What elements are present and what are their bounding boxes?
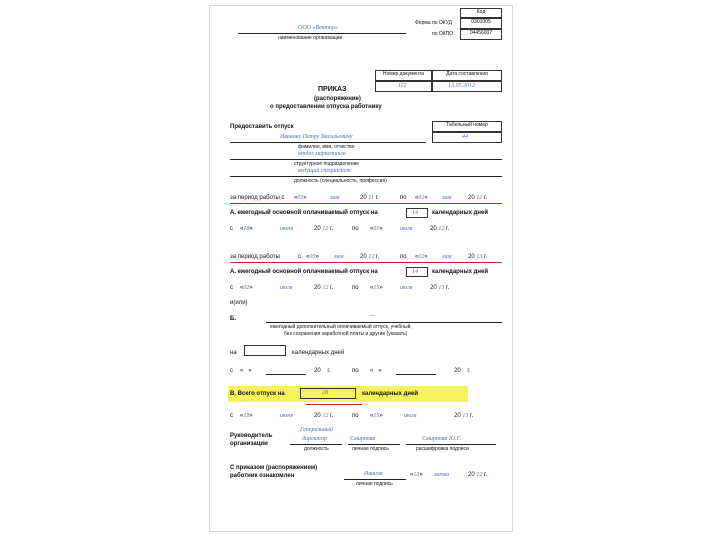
period2-from-year: 20 12 г. (360, 254, 380, 260)
period1-red-underline (230, 203, 502, 204)
employee-name-caption: фамилия, имя, отчество (298, 144, 355, 150)
doc-date: 13.05.2012 (448, 83, 475, 89)
period2-to-year: 20 13 г. (468, 254, 488, 260)
okpo-code-cell: 04456007 (460, 29, 502, 40)
period2-s-year: 20 12 г. (314, 285, 334, 291)
head-caption-sign: личная подпись (352, 446, 389, 452)
ack-caption-sign: личная подпись (356, 481, 393, 487)
period2-days: 14 (412, 269, 418, 275)
order-form-page (209, 5, 513, 532)
period1-s: с (230, 226, 233, 232)
period2-to: «02» (415, 254, 428, 260)
period2-po2: по (352, 285, 359, 291)
section-v-days-label: календарных дней (362, 391, 419, 397)
head-signature: Смирнова (350, 436, 376, 442)
position: ведущий специалист (298, 168, 351, 174)
grant-leave-label: Предоставить отпуск (230, 124, 294, 130)
period2-s: с (298, 254, 301, 260)
section-b-caption1: ежегодный дополнительный оплачиваемый отпуск, учебный, (270, 324, 412, 330)
section-b-to: « » (370, 368, 382, 374)
section-b-to-year: 20 г. (454, 368, 471, 374)
ack-year: 20 12 г. (468, 472, 488, 478)
period2-s2: с (230, 285, 233, 291)
position-caption: должность (специальность, профессия) (294, 178, 387, 184)
period2-label: за период работы (230, 254, 280, 260)
section-b-days-label: календарных дней (292, 350, 345, 356)
period2-po-day: «15» (370, 285, 383, 291)
period2-po-year: 20 13 г. (430, 285, 450, 291)
period1-po2: по (352, 226, 359, 232)
section-b-from-year: 20 г. (314, 368, 331, 374)
doc-number: 112 (398, 83, 407, 89)
head-label-1: Руководитель (230, 433, 273, 439)
period1-po-day: «01» (370, 226, 383, 232)
head-sign-line (348, 444, 400, 445)
period1-to-month: мая (442, 195, 452, 201)
section-b-po: по (352, 368, 359, 374)
period2-s-month: июля (280, 285, 293, 291)
period1-s-month: июня (280, 226, 293, 232)
section-b-na: на (230, 350, 237, 356)
period1-s-day: «18» (240, 226, 253, 232)
period1-po: по (400, 195, 407, 201)
period2-po: по (400, 254, 407, 260)
section-v-po-month: июля (404, 413, 417, 419)
period2-po-month: июля (400, 285, 413, 291)
ack-label-2: работник ознакомлен (230, 473, 295, 479)
org-name-line (238, 33, 406, 34)
period2-s-day: «02» (240, 285, 253, 291)
title-order: ПРИКАЗ (318, 86, 347, 93)
section-b-ili: и(или) (230, 300, 248, 306)
period2-from: «03» (306, 254, 319, 260)
okud-label: Форма по ОКУД (415, 20, 453, 26)
section-v-po: по (352, 413, 359, 419)
section-b-from: « » (240, 368, 252, 374)
code-header-cell: Код (460, 8, 502, 18)
title-subject: о предоставлении отпуска работнику (270, 104, 382, 110)
doc-date-header: Дата составления (432, 70, 502, 81)
head-label-2: организации (230, 441, 268, 447)
head-name-line (406, 444, 496, 445)
section-v-days-box (300, 388, 356, 399)
section-v-s-year: 20 12 г. (314, 413, 334, 419)
section-b-s: с (230, 368, 233, 374)
section-v-days: 28 (322, 390, 328, 396)
period2-to-month: мая (442, 254, 452, 260)
ack-month: мачка (434, 472, 450, 478)
period1-from-year: 20 11 г. (360, 195, 379, 201)
tab-number-header: Табельный номер (432, 121, 502, 132)
section-b-caption2: без сохранения заработной платы и другие (указать) (284, 331, 408, 337)
section-v-s: с (230, 413, 233, 419)
period1-to-year: 20 12 г. (468, 195, 488, 201)
section-b-from-month-line (266, 374, 306, 375)
head-caption-name: расшифровка подписи (416, 446, 469, 452)
title-disposition: (распоряжение) (314, 96, 361, 102)
period1-a-label: А. ежегодный основной оплачиваемый отпуск на (230, 210, 378, 216)
head-position-line (290, 444, 342, 445)
period1-po-month: июля (400, 226, 413, 232)
period1-days: 14 (412, 210, 418, 216)
period2-days-label: календарных дней (432, 269, 489, 275)
tab-number: 44 (462, 134, 468, 140)
period1-s-year: 20 12 г. (314, 226, 334, 232)
department-caption: структурное подразделение (294, 161, 360, 167)
head-position-2: директор (302, 436, 327, 442)
period2-a-label: А. ежегодный основной оплачиваемый отпуск на (230, 269, 378, 275)
org-name: ООО «Вектор» (298, 25, 338, 31)
section-v-red-underline (306, 404, 362, 405)
employee-name: Иванову Петру Васильевичу (280, 134, 353, 140)
section-v-s-month: июня (280, 413, 293, 419)
head-name: Смирнова Ю.Г. (422, 436, 462, 442)
period2-red-underline (230, 262, 502, 263)
period1-to: «02» (415, 195, 428, 201)
department-line (230, 159, 502, 160)
section-b-label: Б. (230, 316, 236, 322)
period1-days-label: календарных дней (432, 210, 489, 216)
ack-sign-line (344, 479, 406, 480)
section-v-label: В. Всего отпуск на (230, 391, 285, 397)
section-b-days-box (244, 345, 286, 356)
doc-number-header: Номер документа (375, 70, 432, 81)
ack-signature: Иванов (364, 471, 383, 477)
ack-label-1: С приказом (распоряжением) (230, 465, 318, 471)
period1-label: за период работы с (230, 195, 285, 201)
section-b-value: — (370, 313, 376, 319)
okpo-label: по ОКПО (432, 31, 454, 37)
period1-from-month: мая (330, 195, 340, 201)
section-v-po-day: «15» (370, 413, 383, 419)
position-line (230, 176, 502, 177)
okud-code-cell: 0301005 (460, 18, 502, 29)
department: отдел маркетинга (298, 151, 346, 157)
ack-day: «13» (410, 472, 423, 478)
employee-name-line (230, 142, 426, 143)
head-caption-position: должность (304, 446, 329, 452)
section-v-po-year: 20 13 г. (454, 413, 474, 419)
period1-po-year: 20 12 г. (430, 226, 450, 232)
section-v-s-day: «18» (240, 413, 253, 419)
section-b-to-month-line (396, 374, 436, 375)
period1-from: «03» (294, 195, 307, 201)
section-b-line (266, 322, 502, 323)
head-position-1: Генеральный (300, 427, 333, 433)
period2-from-month: мая (334, 254, 344, 260)
org-caption: наименование организации (278, 35, 343, 41)
